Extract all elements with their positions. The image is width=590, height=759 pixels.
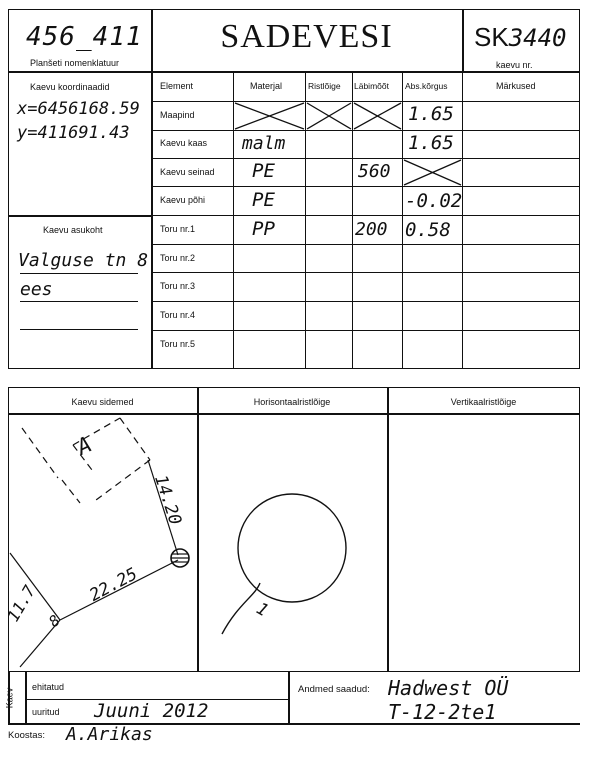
abs-maapind: 1.65	[408, 103, 454, 125]
element-table	[152, 72, 580, 369]
divider	[197, 387, 199, 672]
row-label: Kaevu põhi	[160, 195, 206, 205]
dim-value-1: 14.20	[150, 472, 186, 528]
labimoot-seinad: 560	[358, 161, 391, 182]
labimoot-toru1: 200	[355, 219, 388, 240]
divider	[387, 387, 389, 672]
rule-line	[20, 301, 138, 302]
row-label: Toru nr.1	[160, 224, 196, 234]
materjal-toru1: PP	[252, 218, 275, 240]
ehitatud-label: ehitatud	[32, 682, 65, 692]
sk-label: kaevu nr.	[496, 60, 533, 70]
rule-line	[20, 273, 138, 274]
nomenclature-label: Planšeti nomenklatuur	[30, 58, 120, 68]
coord-x: x=6456168.59	[17, 99, 140, 119]
header-element: Element	[160, 81, 194, 91]
rule-line	[20, 329, 138, 330]
row-label: Kaevu seinad	[160, 167, 215, 177]
row-label: Toru nr.3	[160, 281, 196, 291]
divider	[8, 215, 152, 217]
nomenclature-value: 456_411	[26, 22, 143, 52]
header-abs: Abs.kõrgus	[405, 81, 448, 91]
kaev-label: Kaev	[4, 687, 15, 709]
drawings-section	[8, 387, 580, 672]
sketch-letter: A	[73, 432, 96, 461]
dim-value-4: 8	[45, 611, 64, 631]
uuritud-value: Juuni 2012	[94, 700, 209, 722]
header-markused: Märkused	[496, 81, 536, 91]
divider	[288, 672, 290, 724]
row-label: Toru nr.2	[160, 253, 196, 263]
header-ristloige: Ristlõige	[308, 81, 341, 91]
vertical-label: Vertikaalristlõige	[450, 397, 517, 407]
dim-value-2: 22.25	[86, 564, 141, 606]
row-label: Maapind	[160, 110, 195, 120]
divider	[462, 9, 464, 72]
location-line1: Valguse tn 8	[18, 250, 149, 271]
sidemed-label: Kaevu sidemed	[71, 397, 134, 407]
andmed-label: Andmed saadud:	[298, 684, 370, 695]
materjal-kaas: malm	[242, 133, 286, 154]
pipe-label: 1	[252, 598, 272, 622]
sk-number-value: 3440	[508, 24, 567, 52]
abs-toru1: 0.58	[405, 219, 451, 241]
horizontal-label: Horisontaalristlõige	[253, 397, 331, 407]
dim-value-3: 11.7	[3, 582, 40, 625]
abs-kaas: 1.65	[408, 132, 454, 154]
coord-y: y=411691.43	[17, 123, 130, 143]
uuritud-label: uuritud	[32, 707, 60, 717]
location-label: Kaevu asukoht	[43, 225, 103, 235]
koostas-value: A.Arikas	[66, 724, 153, 745]
materjal-seinad: PE	[252, 160, 275, 182]
header-labimoot: Läbimõõt	[354, 81, 389, 91]
sk-prefix: SK	[474, 22, 509, 52]
page-title: SADEVESI	[220, 18, 393, 55]
row-label: Toru nr.5	[160, 339, 196, 349]
row-label: Kaevu kaas	[160, 138, 208, 148]
sk-number	[474, 22, 566, 53]
divider	[25, 672, 27, 724]
abs-pohi: -0.02	[405, 190, 463, 212]
andmed-value2: T-12-2te1	[388, 700, 497, 724]
divider	[8, 413, 580, 415]
andmed-value1: Hadwest OÜ	[388, 676, 509, 700]
cross-outs	[152, 72, 580, 369]
koostas-label: Koostas:	[8, 730, 45, 741]
header-materjal: Materjal	[250, 81, 283, 91]
row-label: Toru nr.4	[160, 310, 196, 320]
materjal-pohi: PE	[252, 189, 275, 211]
coords-label: Kaevu koordinaadid	[30, 82, 110, 92]
location-line2: ees	[20, 279, 53, 300]
